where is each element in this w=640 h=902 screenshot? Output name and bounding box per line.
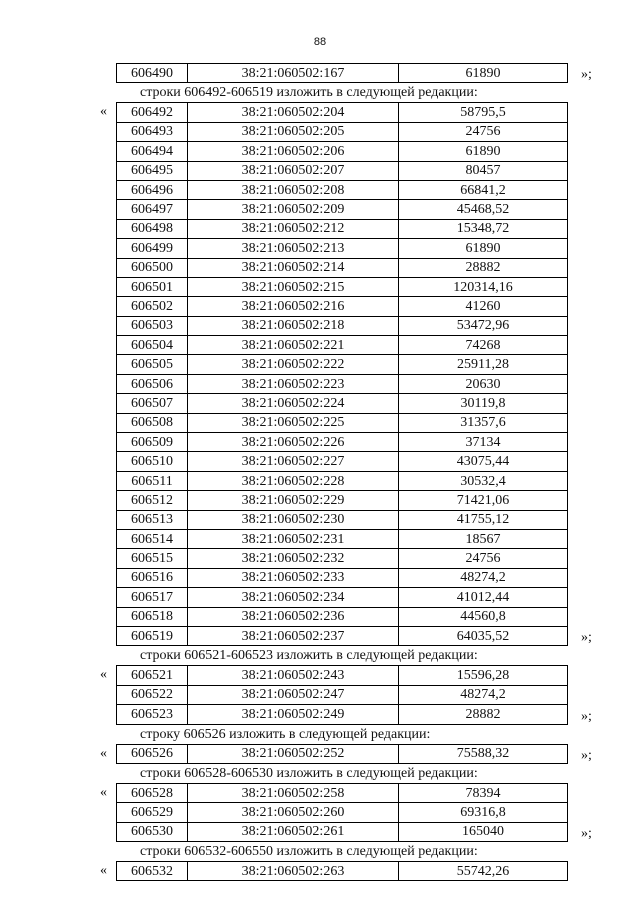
closing-quote: »; [581,747,592,763]
row-number-cell: 606499 [117,239,188,258]
row-number-cell: 606500 [117,258,188,277]
row-number-cell: 606515 [117,549,188,568]
table-block [0,783,640,842]
value-cell: 64035,52 [399,626,568,645]
table-block [0,861,640,881]
value-cell: 53472,96 [399,316,568,335]
cadastral-number-cell: 38:21:060502:263 [188,862,399,881]
row-number-cell: 606492 [117,103,188,122]
row-number-cell: 606494 [117,142,188,161]
row-number-cell: 606514 [117,529,188,548]
value-cell: 15348,72 [399,219,568,238]
amendment-heading: строку 606526 изложить в следующей редакции: [140,726,431,742]
value-cell: 78394 [399,783,568,802]
value-cell: 61890 [399,239,568,258]
data-table [116,63,568,83]
value-cell: 165040 [399,822,568,841]
table-row [117,471,568,490]
cadastral-number-cell: 38:21:060502:224 [188,394,399,413]
value-cell: 80457 [399,161,568,180]
value-cell: 25911,28 [399,355,568,374]
cadastral-number-cell: 38:21:060502:218 [188,316,399,335]
value-cell: 61890 [399,142,568,161]
table-row [117,219,568,238]
table-row [117,374,568,393]
cadastral-number-cell: 38:21:060502:227 [188,452,399,471]
value-cell: 120314,16 [399,277,568,296]
cadastral-number-cell: 38:21:060502:237 [188,626,399,645]
table-row [117,626,568,645]
cadastral-number-cell: 38:21:060502:214 [188,258,399,277]
value-cell: 41260 [399,297,568,316]
value-cell: 61890 [399,64,568,83]
cadastral-number-cell: 38:21:060502:252 [188,744,399,763]
amendment-heading: строки 606521-606523 изложить в следующей редакции: [140,648,478,664]
value-cell: 43075,44 [399,452,568,471]
data-table [116,102,568,646]
cadastral-number-cell: 38:21:060502:261 [188,822,399,841]
table-row [117,413,568,432]
data-table [116,665,568,724]
cadastral-number-cell: 38:21:060502:260 [188,803,399,822]
value-cell: 66841,2 [399,180,568,199]
cadastral-number-cell: 38:21:060502:212 [188,219,399,238]
data-table [116,783,568,842]
value-cell: 15596,28 [399,666,568,685]
row-number-cell: 606513 [117,510,188,529]
table-row [117,161,568,180]
row-number-cell: 606511 [117,471,188,490]
table-row [117,549,568,568]
value-cell: 31357,6 [399,413,568,432]
row-number-cell: 606507 [117,394,188,413]
table-row [117,258,568,277]
cadastral-number-cell: 38:21:060502:207 [188,161,399,180]
closing-quote: »; [581,708,592,724]
table-row [117,588,568,607]
cadastral-number-cell: 38:21:060502:228 [188,471,399,490]
table-row [117,200,568,219]
cadastral-number-cell: 38:21:060502:221 [188,336,399,355]
table-row [117,862,568,881]
value-cell: 44560,8 [399,607,568,626]
table-row [117,433,568,452]
table-row [117,568,568,587]
row-number-cell: 606496 [117,180,188,199]
row-number-cell: 606512 [117,491,188,510]
cadastral-number-cell: 38:21:060502:231 [188,529,399,548]
cadastral-number-cell: 38:21:060502:247 [188,685,399,704]
value-cell: 20630 [399,374,568,393]
cadastral-number-cell: 38:21:060502:230 [188,510,399,529]
table-row [117,122,568,141]
cadastral-number-cell: 38:21:060502:233 [188,568,399,587]
row-number-cell: 606532 [117,862,188,881]
row-number-cell: 606504 [117,336,188,355]
opening-quote: « [100,667,107,683]
value-cell: 48274,2 [399,685,568,704]
value-cell: 58795,5 [399,103,568,122]
value-cell: 30532,4 [399,471,568,490]
cadastral-number-cell: 38:21:060502:215 [188,277,399,296]
row-number-cell: 606521 [117,666,188,685]
cadastral-number-cell: 38:21:060502:222 [188,355,399,374]
cadastral-number-cell: 38:21:060502:236 [188,607,399,626]
row-number-cell: 606526 [117,744,188,763]
table-row [117,529,568,548]
table-block [0,744,640,764]
row-number-cell: 606501 [117,277,188,296]
row-number-cell: 606493 [117,122,188,141]
amendment-heading: строки 606528-606530 изложить в следующей редакции: [140,765,478,781]
cadastral-number-cell: 38:21:060502:204 [188,103,399,122]
data-table [116,744,568,764]
table-row [117,666,568,685]
value-cell: 69316,8 [399,803,568,822]
amendment-heading: строки 606492-606519 изложить в следующей редакции: [140,85,478,101]
table-row [117,510,568,529]
cadastral-number-cell: 38:21:060502:258 [188,783,399,802]
table-row [117,783,568,802]
value-cell: 30119,8 [399,394,568,413]
row-number-cell: 606522 [117,685,188,704]
row-number-cell: 606503 [117,316,188,335]
cadastral-number-cell: 38:21:060502:226 [188,433,399,452]
table-row [117,316,568,335]
row-number-cell: 606517 [117,588,188,607]
cadastral-number-cell: 38:21:060502:206 [188,142,399,161]
value-cell: 55742,26 [399,862,568,881]
opening-quote: « [100,745,107,761]
closing-quote: »; [581,67,592,83]
cadastral-number-cell: 38:21:060502:208 [188,180,399,199]
table-row [117,394,568,413]
table-row [117,685,568,704]
table-row [117,277,568,296]
row-number-cell: 606498 [117,219,188,238]
table-row [117,744,568,763]
table-row [117,336,568,355]
table-row [117,355,568,374]
table-row [117,491,568,510]
value-cell: 45468,52 [399,200,568,219]
row-number-cell: 606516 [117,568,188,587]
row-number-cell: 606506 [117,374,188,393]
value-cell: 41755,12 [399,510,568,529]
page-number: 88 [313,36,327,48]
value-cell: 28882 [399,705,568,724]
table-row [117,822,568,841]
table-row [117,452,568,471]
row-number-cell: 606523 [117,705,188,724]
value-cell: 24756 [399,122,568,141]
cadastral-number-cell: 38:21:060502:232 [188,549,399,568]
closing-quote: »; [581,630,592,646]
table-row [117,180,568,199]
value-cell: 41012,44 [399,588,568,607]
table-block [0,102,640,646]
opening-quote: « [100,784,107,800]
row-number-cell: 606510 [117,452,188,471]
row-number-cell: 606508 [117,413,188,432]
row-number-cell: 606502 [117,297,188,316]
row-number-cell: 606529 [117,803,188,822]
cadastral-number-cell: 38:21:060502:234 [188,588,399,607]
table-row [117,64,568,83]
cadastral-number-cell: 38:21:060502:243 [188,666,399,685]
cadastral-number-cell: 38:21:060502:216 [188,297,399,316]
row-number-cell: 606518 [117,607,188,626]
value-cell: 75588,32 [399,744,568,763]
table-block [0,665,640,724]
amendment-heading: строки 606532-606550 изложить в следующей редакции: [140,844,478,860]
value-cell: 28882 [399,258,568,277]
table-block [0,63,640,83]
row-number-cell: 606490 [117,64,188,83]
closing-quote: »; [581,826,592,842]
value-cell: 71421,06 [399,491,568,510]
value-cell: 37134 [399,433,568,452]
value-cell: 74268 [399,336,568,355]
value-cell: 24756 [399,549,568,568]
table-row [117,803,568,822]
cadastral-number-cell: 38:21:060502:229 [188,491,399,510]
value-cell: 48274,2 [399,568,568,587]
cadastral-number-cell: 38:21:060502:249 [188,705,399,724]
row-number-cell: 606519 [117,626,188,645]
table-row [117,297,568,316]
document-body [0,63,640,881]
row-number-cell: 606530 [117,822,188,841]
cadastral-number-cell: 38:21:060502:209 [188,200,399,219]
row-number-cell: 606509 [117,433,188,452]
row-number-cell: 606495 [117,161,188,180]
cadastral-number-cell: 38:21:060502:205 [188,122,399,141]
row-number-cell: 606497 [117,200,188,219]
table-row [117,607,568,626]
cadastral-number-cell: 38:21:060502:223 [188,374,399,393]
cadastral-number-cell: 38:21:060502:167 [188,64,399,83]
cadastral-number-cell: 38:21:060502:225 [188,413,399,432]
table-row [117,705,568,724]
value-cell: 18567 [399,529,568,548]
table-row [117,142,568,161]
opening-quote: « [100,104,107,120]
cadastral-number-cell: 38:21:060502:213 [188,239,399,258]
table-row [117,239,568,258]
opening-quote: « [100,863,107,879]
row-number-cell: 606505 [117,355,188,374]
data-table [116,861,568,881]
row-number-cell: 606528 [117,783,188,802]
table-row [117,103,568,122]
